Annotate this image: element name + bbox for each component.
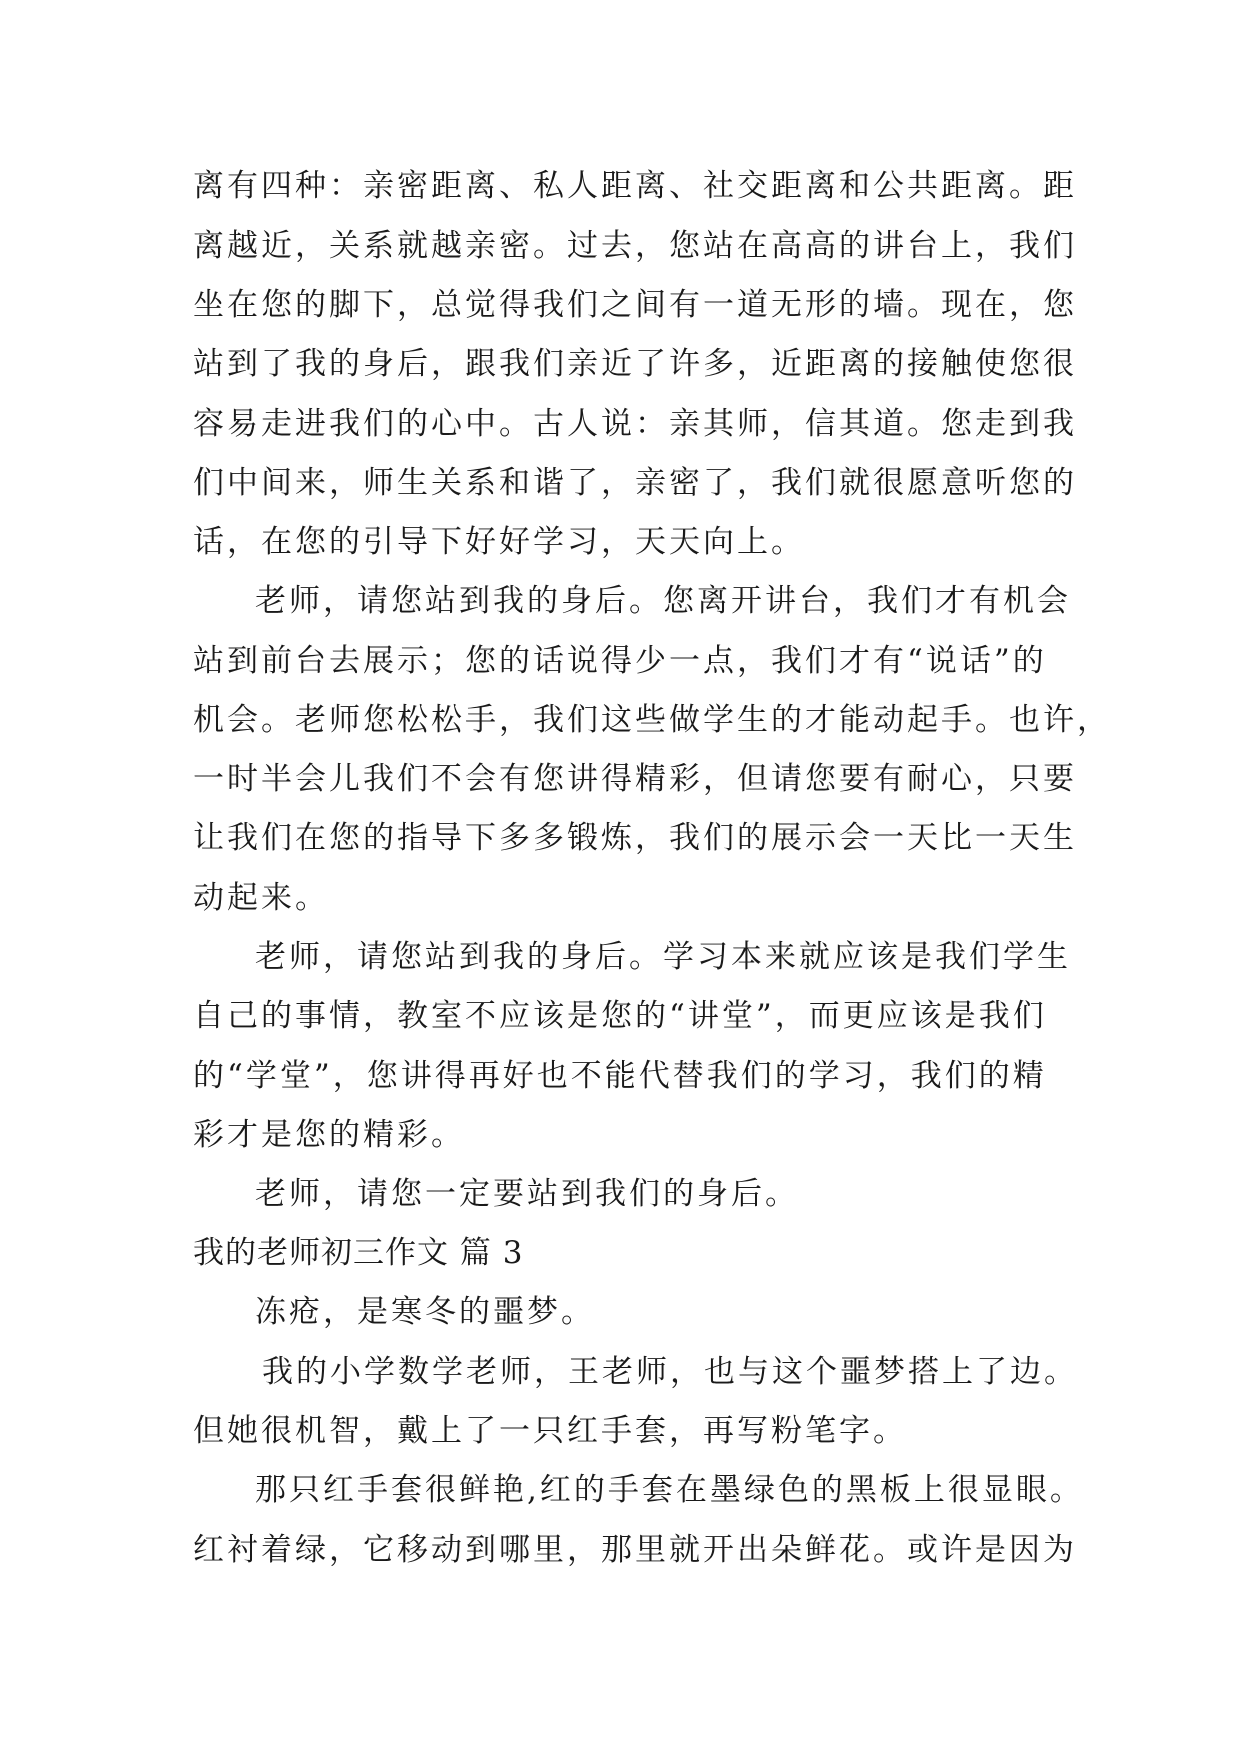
text-line: 离有四种：亲密距离、私人距离、社交距离和公共距离。距 — [193, 168, 1077, 204]
text-line: 容易走进我们的心中。古人说：亲其师，信其道。您走到我 — [193, 406, 1077, 442]
text-line: 话，在您的引导下好好学习，天天向上。 — [193, 524, 805, 560]
section-heading: 我的老师初三作文 篇 3 — [193, 1235, 524, 1271]
text-line: 彩才是您的精彩。 — [193, 1117, 465, 1153]
text-line: 站到了我的身后，跟我们亲近了许多，近距离的接触使您很 — [193, 346, 1077, 382]
text-line: 的“学堂”，您讲得再好也不能代替我们的学习，我们的精 — [193, 1058, 1047, 1094]
text-line: 机会。老师您松松手，我们这些做学生的才能动起手。也许， — [193, 702, 1111, 738]
text-line: 那只红手套很鲜艳,红的手套在墨绿色的黑板上很显眼。 — [255, 1472, 1084, 1508]
text-line: 让我们在您的指导下多多锻炼，我们的展示会一天比一天生 — [193, 820, 1077, 856]
text-line: 但她很机智，戴上了一只红手套，再写粉笔字。 — [193, 1413, 907, 1449]
text-line: 一时半会儿我们不会有您讲得精彩，但请您要有耐心，只要 — [193, 761, 1077, 797]
text-line: 冻疮，是寒冬的噩梦。 — [255, 1294, 595, 1330]
text-line: 老师，请您站到我的身后。您离开讲台，我们才有机会 — [255, 583, 1071, 619]
text-line: 自己的事情，教室不应该是您的“讲堂”，而更应该是我们 — [193, 998, 1047, 1034]
text-line: 们中间来，师生关系和谐了，亲密了，我们就很愿意听您的 — [193, 465, 1077, 501]
text-line: 坐在您的脚下，总觉得我们之间有一道无形的墙。现在，您 — [193, 287, 1077, 323]
text-line: 离越近，关系就越亲密。过去，您站在高高的讲台上，我们 — [193, 228, 1077, 264]
text-line: 红衬着绿，它移动到哪里，那里就开出朵鲜花。或许是因为 — [193, 1532, 1077, 1568]
text-line: 我的小学数学老师，王老师，也与这个噩梦搭上了边。 — [262, 1354, 1078, 1390]
text-line: 站到前台去展示；您的话说得少一点，我们才有“说话”的 — [193, 643, 1047, 679]
text-line: 老师，请您一定要站到我们的身后。 — [255, 1176, 799, 1212]
text-line: 老师，请您站到我的身后。学习本来就应该是我们学生 — [255, 939, 1071, 975]
text-line: 动起来。 — [193, 880, 329, 916]
